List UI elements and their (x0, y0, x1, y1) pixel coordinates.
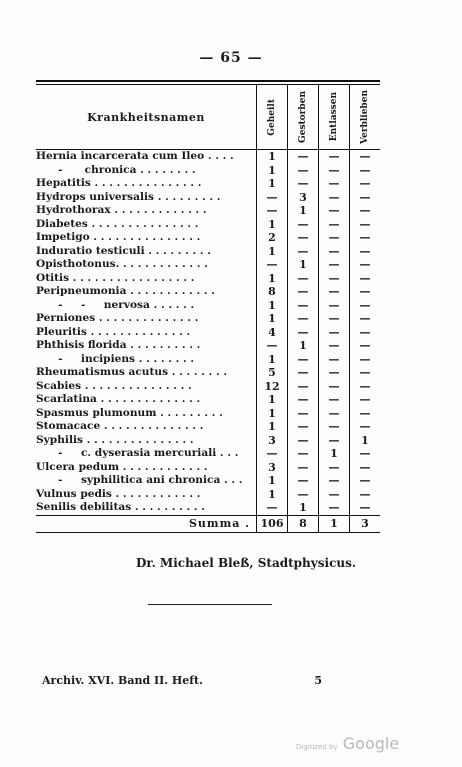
geheilt-cell: — (256, 204, 287, 218)
verblieben-cell: — (349, 231, 380, 245)
disease-name: Peripneumonia . . . . . . . . . . . . (36, 285, 215, 297)
geheilt-cell: 1 (256, 474, 287, 488)
header-verblieben (349, 85, 380, 149)
footer-sheet-number: 5 (314, 674, 322, 687)
verblieben-cell: — (349, 150, 380, 164)
disease-name: Rheumatismus acutus . . . . . . . . (36, 366, 228, 378)
geheilt-cell: — (256, 258, 287, 272)
table-row (36, 326, 380, 340)
disease-name: Spasmus plumonum . . . . . . . . . (36, 406, 223, 419)
geheilt-cell: 1 (256, 312, 287, 326)
summa-verblieben: 3 (349, 516, 380, 532)
entlassen-cell: — (318, 231, 349, 245)
verblieben-cell: — (349, 204, 380, 218)
disease-name: - incipiens . . . . . . . . (36, 352, 195, 365)
entlassen-cell: — (318, 326, 349, 340)
summa-label: Summa . (188, 516, 250, 530)
gestorben-cell: — (287, 447, 318, 461)
geheilt-cell: — (256, 191, 287, 205)
table-row (36, 380, 380, 394)
table-row (36, 245, 380, 259)
gestorben-cell: 1 (287, 501, 318, 515)
table-row (36, 447, 380, 461)
verblieben-cell: — (349, 488, 380, 502)
verblieben-cell: — (349, 191, 380, 205)
disease-name: Ulcera pedum . . . . . . . . . . . . (36, 460, 208, 473)
geheilt-cell: 2 (256, 231, 287, 245)
table-row (36, 420, 380, 434)
summa-geheilt: 106 (256, 516, 287, 532)
entlassen-cell: — (318, 407, 349, 421)
geheilt-cell: 1 (256, 353, 287, 367)
entlassen-cell: — (318, 380, 349, 394)
disease-name: - syphilitica ani chronica . . . (36, 474, 243, 486)
verblieben-cell: — (349, 407, 380, 421)
disease-name: Perniones . . . . . . . . . . . . . . (36, 312, 199, 324)
disease-name: Otitis . . . . . . . . . . . . . . . . . (36, 271, 195, 284)
header-disease-names: Krankheitsnamen (87, 110, 205, 124)
geheilt-cell: 5 (256, 366, 287, 380)
geheilt-cell: 4 (256, 326, 287, 340)
geheilt-cell: 1 (256, 164, 287, 178)
gestorben-cell: — (287, 285, 318, 299)
gestorben-cell: — (287, 245, 318, 259)
verblieben-cell: — (349, 258, 380, 272)
gestorben-cell: — (287, 474, 318, 488)
watermark-small: Digitized by (296, 743, 338, 751)
disease-name: Scarlatina . . . . . . . . . . . . . . (36, 393, 201, 405)
signature: Dr. Michael Bleß, Stadtphysicus. (135, 556, 357, 570)
verblieben-cell: — (349, 299, 380, 313)
page-number: — 65 — (199, 50, 263, 66)
gestorben-cell: — (287, 272, 318, 286)
table-row (36, 299, 380, 313)
gestorben-cell: 1 (287, 258, 318, 272)
summa-row (36, 515, 380, 533)
table-row (36, 177, 380, 191)
table-row (36, 191, 380, 205)
table-row (36, 231, 380, 245)
gestorben-cell: — (287, 380, 318, 394)
gestorben-cell: 1 (287, 204, 318, 218)
geheilt-cell: 1 (256, 218, 287, 232)
gestorben-cell: — (287, 420, 318, 434)
gestorben-cell: — (287, 326, 318, 340)
header-verblieben-label: Verblieben (360, 89, 370, 145)
verblieben-cell: — (349, 177, 380, 191)
gestorben-cell: — (287, 461, 318, 475)
gestorben-cell: — (287, 164, 318, 178)
entlassen-cell: — (318, 393, 349, 407)
disease-name: - chronica . . . . . . . . (36, 163, 196, 176)
entlassen-cell: — (318, 258, 349, 272)
verblieben-cell: — (349, 461, 380, 475)
table-row (36, 312, 380, 326)
entlassen-cell: — (318, 353, 349, 367)
table-row (36, 258, 380, 272)
watermark-logo: Google (342, 734, 400, 753)
table-row (36, 474, 380, 488)
geheilt-cell: 3 (256, 434, 287, 448)
disease-name: Opisthotonus. . . . . . . . . . . . . (36, 258, 208, 270)
table-row (36, 285, 380, 299)
gestorben-cell: — (287, 434, 318, 448)
table-row (36, 488, 380, 502)
gestorben-cell: 1 (287, 339, 318, 353)
verblieben-cell: — (349, 501, 380, 515)
gestorben-cell: 3 (287, 191, 318, 205)
geheilt-cell: — (256, 501, 287, 515)
gestorben-cell: — (287, 231, 318, 245)
gestorben-cell: — (287, 393, 318, 407)
disease-name: Induratio testiculi . . . . . . . . . (36, 244, 211, 257)
disease-name: Syphilis . . . . . . . . . . . . . . . (36, 433, 194, 446)
summa-entlassen: 1 (318, 516, 349, 532)
geheilt-cell: 1 (256, 488, 287, 502)
disease-name: Hydrops universalis . . . . . . . . . (36, 190, 221, 203)
entlassen-cell: — (318, 150, 349, 164)
divider-rule (148, 604, 272, 605)
entlassen-cell: — (318, 245, 349, 259)
disease-name: Stomacace . . . . . . . . . . . . . . (36, 420, 204, 432)
disease-name: Hepatitis . . . . . . . . . . . . . . . (36, 177, 202, 189)
table-row (36, 353, 380, 367)
verblieben-cell: — (349, 164, 380, 178)
entlassen-cell: — (318, 339, 349, 353)
entlassen-cell: — (318, 218, 349, 232)
header-gestorben (287, 85, 318, 149)
gestorben-cell: — (287, 299, 318, 313)
table-row (36, 218, 380, 232)
geheilt-cell: 1 (256, 407, 287, 421)
gestorben-cell: — (287, 150, 318, 164)
verblieben-cell: — (349, 380, 380, 394)
verblieben-cell: — (349, 339, 380, 353)
header-geheilt (256, 85, 287, 149)
table-row (36, 501, 380, 515)
geheilt-cell: 1 (256, 177, 287, 191)
gestorben-cell: — (287, 488, 318, 502)
table-row (36, 164, 380, 178)
table-row (36, 366, 380, 380)
verblieben-cell: — (349, 218, 380, 232)
entlassen-cell: 1 (318, 447, 349, 461)
entlassen-cell: — (318, 501, 349, 515)
verblieben-cell: — (349, 366, 380, 380)
entlassen-cell: — (318, 461, 349, 475)
table-row (36, 150, 380, 164)
geheilt-cell: — (256, 339, 287, 353)
header-gestorben-label: Gestorben (298, 91, 308, 143)
digitized-watermark (296, 734, 399, 753)
geheilt-cell: — (256, 447, 287, 461)
geheilt-cell: 3 (256, 461, 287, 475)
gestorben-cell: — (287, 177, 318, 191)
table-row (36, 272, 380, 286)
disease-name: - c. dyserasia mercuriali . . . (36, 447, 239, 459)
table-header (36, 85, 380, 150)
table-row (36, 434, 380, 448)
entlassen-cell: — (318, 299, 349, 313)
verblieben-cell: — (349, 393, 380, 407)
entlassen-cell: — (318, 366, 349, 380)
gestorben-cell: — (287, 218, 318, 232)
geheilt-cell: 1 (256, 150, 287, 164)
entlassen-cell: — (318, 164, 349, 178)
entlassen-cell: — (318, 191, 349, 205)
geheilt-cell: 1 (256, 420, 287, 434)
gestorben-cell: — (287, 366, 318, 380)
disease-name: Hydrothorax . . . . . . . . . . . . . (36, 204, 207, 216)
table-row (36, 407, 380, 421)
disease-name: Scabies . . . . . . . . . . . . . . . (36, 379, 192, 392)
entlassen-cell: — (318, 488, 349, 502)
verblieben-cell: — (349, 326, 380, 340)
geheilt-cell: 1 (256, 393, 287, 407)
verblieben-cell: — (349, 474, 380, 488)
verblieben-cell: — (349, 447, 380, 461)
entlassen-cell: — (318, 204, 349, 218)
gestorben-cell: — (287, 353, 318, 367)
footer-signature-mark: Archiv. XVI. Band II. Heft. (42, 674, 203, 687)
disease-name: Diabetes . . . . . . . . . . . . . . . (36, 217, 199, 230)
geheilt-cell: 12 (256, 380, 287, 394)
gestorben-cell: — (287, 312, 318, 326)
entlassen-cell: — (318, 272, 349, 286)
verblieben-cell: — (349, 353, 380, 367)
header-entlassen-label: Entlassen (329, 92, 339, 142)
table-row (36, 393, 380, 407)
disease-name: - - nervosa . . . . . . (36, 298, 195, 311)
disease-name: Senilis debilitas . . . . . . . . . . (36, 501, 205, 513)
entlassen-cell: — (318, 285, 349, 299)
table-body (36, 150, 380, 515)
verblieben-cell: — (349, 285, 380, 299)
disease-name: Impetigo . . . . . . . . . . . . . . . (36, 231, 201, 243)
entlassen-cell: — (318, 177, 349, 191)
entlassen-cell: — (318, 420, 349, 434)
disease-table (36, 80, 380, 533)
table-top-rule (36, 80, 380, 82)
disease-name: Vulnus pedis . . . . . . . . . . . . (36, 487, 201, 500)
verblieben-cell: 1 (349, 434, 380, 448)
disease-name: Pleuritis . . . . . . . . . . . . . . (36, 325, 191, 338)
table-row (36, 204, 380, 218)
entlassen-cell: — (318, 312, 349, 326)
table-row (36, 339, 380, 353)
header-entlassen (318, 85, 349, 149)
entlassen-cell: — (318, 434, 349, 448)
summa-gestorben: 8 (287, 516, 318, 532)
header-geheilt-label: Geheilt (267, 98, 277, 136)
gestorben-cell: — (287, 407, 318, 421)
page-footer (42, 674, 322, 687)
geheilt-cell: 1 (256, 299, 287, 313)
geheilt-cell: 1 (256, 245, 287, 259)
verblieben-cell: — (349, 420, 380, 434)
geheilt-cell: 8 (256, 285, 287, 299)
disease-name: Hernia incarcerata cum Ileo . . . . (36, 150, 234, 162)
verblieben-cell: — (349, 312, 380, 326)
verblieben-cell: — (349, 272, 380, 286)
verblieben-cell: — (349, 245, 380, 259)
entlassen-cell: — (318, 474, 349, 488)
geheilt-cell: 1 (256, 272, 287, 286)
disease-name: Phthisis florida . . . . . . . . . . (36, 339, 201, 351)
table-row (36, 461, 380, 475)
